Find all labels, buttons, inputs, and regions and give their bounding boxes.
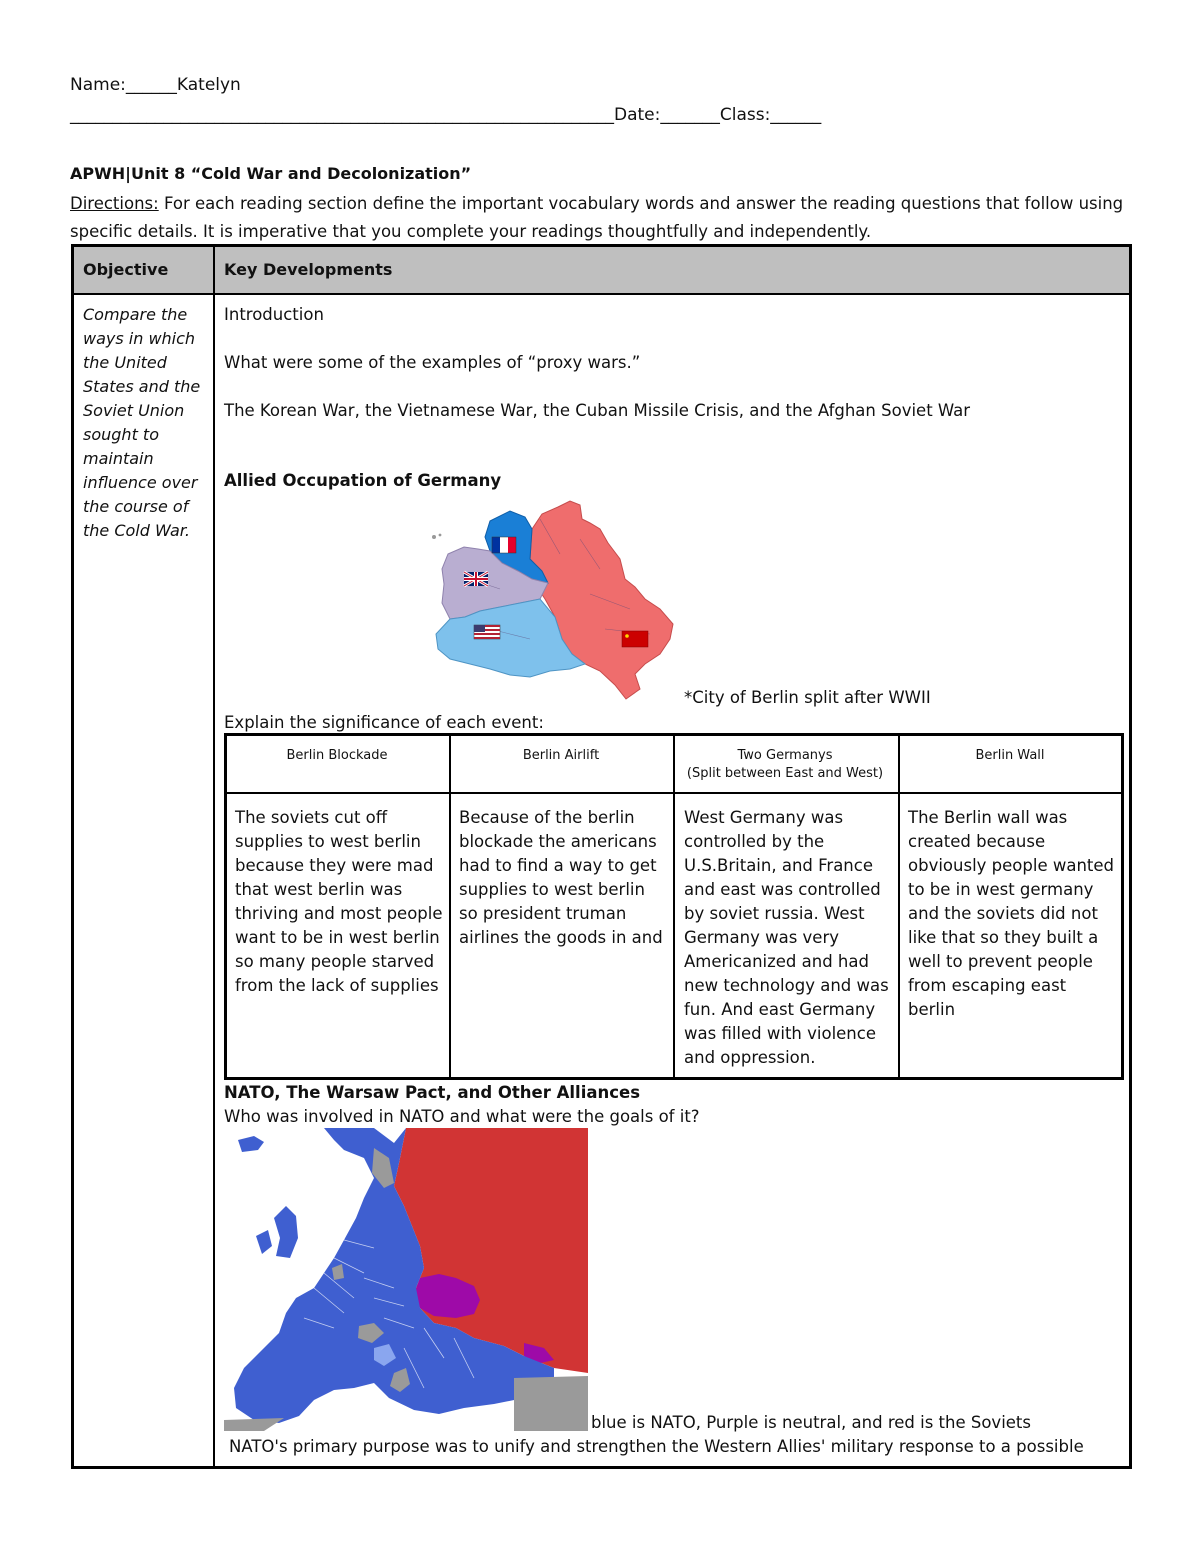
events-header-divider [227,792,1121,794]
objective-text: Compare the ways in which the United States and the Soviet Union sought to maintain influence over the course of the Cold War. [83,305,201,540]
berlin-sectors-map [430,499,680,704]
objective-header: Objective [83,260,169,279]
explain-question: Explain the significance of each event: [224,713,544,732]
soviet-flag-icon [622,631,648,647]
occupation-heading: Allied Occupation of Germany [224,471,502,490]
introduction-label: Introduction [224,305,324,324]
event-subtitle: (Split between East and West) [686,766,884,781]
table-header-row [74,247,1129,295]
event-answer-berlin-airlift: Because of the berlin blockade the americans had to find a way to get supplies to west berlin so president truman airlines the goods in and [459,808,663,947]
nato-heading: NATO, The Warsaw Pact, and Other Alliances [224,1083,641,1102]
proxy-wars-question: What were some of the examples of “proxy wars.” [224,353,641,372]
proxy-wars-answer: The Korean War, the Vietnamese War, the Cuban Missile Crisis, and the Afghan Soviet War [224,401,971,420]
events-column-divider [673,736,675,1077]
directions [70,190,1130,246]
worksheet-table [71,244,1132,1469]
event-answer-two-germanys: West Germany was controlled by the U.S.Britain, and France and east was controlled by soviet russia. West Germany was very Americanized and had new technology and was fun. And east Germany was filled with violence and oppression. [684,808,889,1067]
event-title: Berlin Wall [975,748,1045,763]
events-table [224,733,1124,1080]
other-region [514,1376,588,1431]
british-flag-icon [464,572,488,586]
nato-question: Who was involved in NATO and what were the goals of it? [224,1107,700,1126]
map-speck [439,534,442,537]
event-header-berlin-blockade [227,747,447,765]
american-flag-icon [474,625,500,639]
events-column-divider [449,736,451,1077]
berlin-map-caption: *City of Berlin split after WWII [684,688,931,707]
event-answer-berlin-wall: The Berlin wall was created because obviously people wanted to be in west germany and the soviets did not like that so they built a well to prevent people from escaping east berlin [908,808,1114,1019]
event-header-berlin-airlift [451,747,671,765]
nato-answer: NATO's primary purpose was to unify and strengthen the Western Allies' military response to a possible [229,1437,1084,1456]
directions-text: For each reading section define the important vocabulary words and answer the reading questions that follow using specific details. It is imperative that you complete your readings thoughtfully and independently. [70,194,1124,241]
french-flag-icon [492,537,516,553]
nato-map-legend: blue is NATO, Purple is neutral, and red is the Soviets [591,1413,1031,1432]
key-developments-header: Key Developments [224,260,393,279]
europe-alliances-map [224,1128,588,1431]
name-line: Name:______Katelyn [70,75,241,95]
map-speck [432,535,436,539]
directions-label: Directions: [70,194,159,213]
event-header-two-germanys [675,747,895,783]
event-header-berlin-wall [900,747,1120,765]
date-class-line: ________________________________________________________________Date:_______Class:______ [70,105,822,125]
event-answer-berlin-blockade: The soviets cut off supplies to west berlin because they were mad that west berlin was thriving and most people want to be in west berlin so many people starved from the lack of supplies [235,808,443,995]
events-column-divider [898,736,900,1077]
column-divider [213,247,215,1466]
event-title: Berlin Airlift [522,748,600,763]
document-title: APWH|Unit 8 “Cold War and Decolonization” [70,164,472,183]
event-title: Two Germanys [737,748,833,763]
event-title: Berlin Blockade [286,748,388,763]
